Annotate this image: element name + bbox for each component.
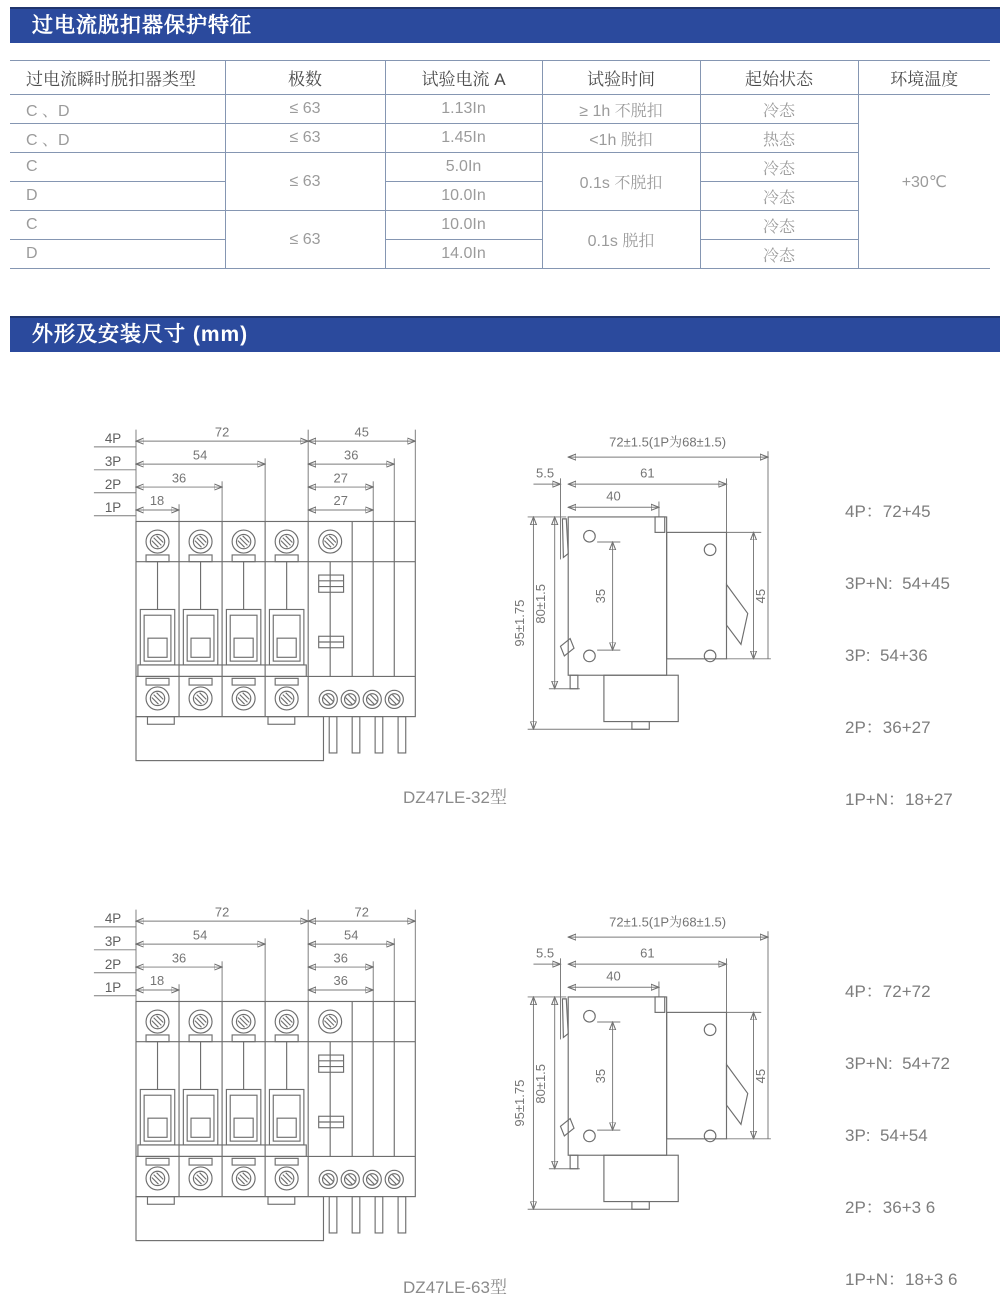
pole-label-2p: 2P (104, 476, 122, 492)
breaker-side-profile (560, 997, 747, 1209)
combo-line: 2P：36+3 6 (845, 1198, 936, 1217)
dim-label-module-width-2p: 36 (333, 950, 348, 966)
pole-label-1p: 1P (104, 979, 122, 995)
table-row (10, 95, 990, 124)
combo-line: 1P+N：18+3 6 (845, 1270, 958, 1289)
cell-state-r2: 热态 (700, 124, 858, 153)
dim-label-45: 45 (753, 588, 769, 604)
dim-label-61: 61 (640, 945, 655, 961)
cell-poles-r34: ≤ 63 (225, 153, 385, 211)
cell-time-r56: 0.1s 脱扣 (542, 211, 700, 269)
cell-type-r1: C 、D (10, 95, 225, 124)
dim-label-80: 80±1.5 (533, 583, 549, 624)
dim-label-95: 95±1.75 (512, 599, 527, 647)
cell-state-r4: 冷态 (700, 182, 858, 211)
dim-label-pole-width-1p: 18 (149, 493, 165, 509)
cell-type-r4: D (10, 182, 225, 211)
dim-label-61: 61 (640, 465, 655, 481)
cell-state-r1: 冷态 (700, 95, 858, 124)
dim-label-module-width-4p: 72 (354, 904, 369, 920)
cell-current-r3: 5.0In (385, 153, 542, 182)
section-header-dimensions (10, 316, 1000, 352)
dim-label-module-width-3p: 36 (344, 447, 359, 463)
cell-time-r34: 0.1s 不脱扣 (542, 153, 700, 211)
table-row (10, 124, 990, 153)
cell-poles-r2: ≤ 63 (225, 124, 385, 153)
toggle-lever (726, 585, 747, 645)
combo-line: 3P: 54+54 (845, 1126, 928, 1145)
cell-current-r2: 1.45In (385, 124, 542, 153)
side-dimensions (512, 434, 771, 729)
protection-table (10, 60, 990, 269)
dim-label-total-width: 72±1.5(1P为68±1.5) (609, 434, 727, 450)
dim-label-35: 35 (592, 1068, 608, 1084)
cell-state-r3: 冷态 (700, 153, 858, 182)
cell-state-r5: 冷态 (700, 211, 858, 240)
breaker-side-profile (560, 517, 747, 729)
din-rail-plate (136, 717, 323, 761)
combo-line: 3P: 54+36 (845, 646, 928, 665)
section-title: 过电流脱扣器保护特征 (32, 14, 252, 37)
col-header-poles: 极数 (225, 61, 385, 95)
dim-label-5-5: 5.5 (535, 945, 555, 961)
col-header-ambient: 环境温度 (858, 61, 990, 95)
col-header-state: 起始状态 (700, 61, 858, 95)
col-header-time: 试验时间 (542, 61, 700, 95)
dim-label-5-5: 5.5 (535, 465, 555, 481)
dim-label-pole-width-1p: 18 (149, 973, 165, 989)
dim-label-module-width-1p: 36 (333, 973, 348, 989)
width-dimensions (136, 904, 415, 1001)
table-row (10, 240, 990, 269)
side-view-drawing-dz47le-63 (512, 912, 802, 1245)
dim-label-pole-width-3p: 54 (192, 447, 208, 463)
cell-ambient: +30℃ (858, 95, 990, 269)
figure-caption: DZ47LE-32型 (403, 788, 507, 807)
pole-label-4p: 4P (104, 911, 122, 927)
combo-line: 3P+N: 54+72 (845, 1054, 950, 1073)
dim-label-45: 45 (753, 1068, 769, 1084)
pole-label-2p: 2P (104, 956, 122, 972)
col-header-type: 过电流瞬时脱扣器类型 (10, 61, 225, 95)
table-header-row (10, 61, 990, 95)
dim-label-pole-width-4p: 72 (214, 424, 230, 440)
dim-label-pole-width-3p: 54 (192, 927, 208, 943)
side-dimensions (512, 914, 771, 1209)
pole-width-combos (845, 932, 957, 1307)
section-header-protection (10, 7, 1000, 43)
dim-label-pole-width-2p: 36 (171, 950, 187, 966)
dim-label-pole-width-4p: 72 (214, 904, 230, 920)
pole-label-1p: 1P (104, 499, 122, 515)
table-row (10, 153, 990, 182)
dim-label-pole-width-2p: 36 (171, 470, 187, 486)
cell-type-r3: C (10, 153, 225, 182)
front-view-drawing-dz47le-32 (92, 422, 422, 774)
dim-label-module-width-2p: 27 (333, 470, 348, 486)
side-view-drawing-dz47le-32 (512, 432, 802, 765)
pole-label-4p: 4P (104, 431, 122, 447)
cell-state-r6: 冷态 (700, 240, 858, 269)
dim-label-35: 35 (592, 588, 608, 604)
toggle-lever (726, 1065, 747, 1125)
section-title: 外形及安装尺寸 (mm) (32, 323, 249, 346)
cell-type-r5: C (10, 211, 225, 240)
dim-label-40: 40 (606, 488, 621, 504)
dim-label-module-width-4p: 45 (354, 424, 369, 440)
cell-current-r6: 14.0In (385, 240, 542, 269)
cell-poles-r56: ≤ 63 (225, 211, 385, 269)
figure-caption: DZ47LE-63型 (403, 1278, 507, 1297)
dim-label-40: 40 (606, 968, 621, 984)
pole-label-block (94, 911, 136, 996)
din-rail-plate (136, 1197, 323, 1241)
cell-time-r1: ≥ 1h 不脱扣 (542, 95, 700, 124)
dim-label-95: 95±1.75 (512, 1079, 527, 1127)
pole-width-combos (845, 452, 953, 860)
combo-line: 4P：72+45 (845, 502, 931, 521)
width-dimensions (136, 424, 415, 521)
breaker-body (136, 521, 415, 760)
front-view-drawing-dz47le-63 (92, 902, 422, 1254)
combo-line: 2P：36+27 (845, 718, 931, 737)
table-row (10, 182, 990, 211)
dim-label-module-width-3p: 54 (344, 927, 359, 943)
pole-label-block (94, 431, 136, 516)
dim-label-module-width-1p: 27 (333, 493, 348, 509)
pole-label-3p: 3P (104, 454, 122, 469)
combo-line: 4P：72+72 (845, 982, 931, 1001)
combo-line: 1P+N：18+27 (845, 790, 953, 809)
dim-label-80: 80±1.5 (533, 1063, 549, 1104)
cell-time-r2: <1h 脱扣 (542, 124, 700, 153)
cell-poles-r1: ≤ 63 (225, 95, 385, 124)
cell-current-r5: 10.0In (385, 211, 542, 240)
combo-line: 3P+N: 54+45 (845, 574, 950, 593)
breaker-body (136, 1001, 415, 1240)
cell-type-r6: D (10, 240, 225, 269)
dim-label-total-width: 72±1.5(1P为68±1.5) (609, 914, 727, 930)
cell-current-r4: 10.0In (385, 182, 542, 211)
pole-label-3p: 3P (104, 934, 122, 949)
cell-current-r1: 1.13In (385, 95, 542, 124)
cell-type-r2: C 、D (10, 124, 225, 153)
table-row (10, 211, 990, 240)
col-header-current: 试验电流 A (385, 61, 542, 95)
